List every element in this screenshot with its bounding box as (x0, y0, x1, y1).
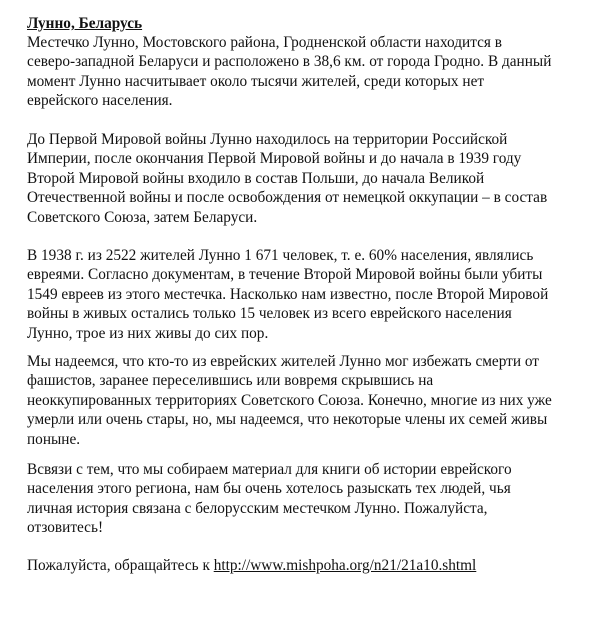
paragraph-population: В 1938 г. из 2522 жителей Лунно 1 671 человек, т. е. 60% населения, являлись евреями. Согласно документам, в течение Второй Мировой войны были убиты 1549 евреев из этого местечка. Насколько нам известно, после Второй Мировой войны в живых остались только 15 человек из всего еврейского населения Лунно, трое из них живы до сих пор. (27, 247, 549, 342)
contact-text: Пожалуйста, обращайтесь к (27, 557, 214, 574)
paragraph-location: Местечко Лунно, Мостовского района, Гродненской области находится в северо-западной Беларуси и расположено в 38,6 км. от города Гродно. В данный момент Лунно насчитывает около тысячи жителей, среди которых нет еврейского населения. (27, 34, 552, 110)
contact-link[interactable]: http://www.mishpoha.org/n21/21a10.shtml (213, 557, 477, 574)
document-title: Лунно, Беларусь (27, 15, 143, 32)
paragraph-history: До Первой Мировой войны Лунно находилось на территории Российской Империи, после окончания Первой Мировой войны и до начала в 1939 году Второй Мировой войны входило в состав Польши, до начала Великой Отечественной войны и после освобождения от немецкой оккупации – в состав Советского Союза, затем Беларуси. (27, 131, 548, 226)
contact-line (27, 556, 476, 575)
paragraph-request: Всвязи с тем, что мы собираем материал для книги об истории еврейского населения этого региона, нам бы очень хотелось разыскать тех людей, чья личная история связана с белорусским местечком Лунно. Пожалуйста, отзовитесь! (27, 461, 512, 537)
paragraph-survivors-hope: Мы надеемся, что кто-то из еврейских жителей Лунно мог избежать смерти от фашистов, заранее переселившись или вовремя скрывшись на неоккупированных территориях Советского Союза. Конечно, многие из них уже умерли или очень стары, но, мы надеемся, что некоторые члены их семей живы поныне. (27, 353, 552, 448)
